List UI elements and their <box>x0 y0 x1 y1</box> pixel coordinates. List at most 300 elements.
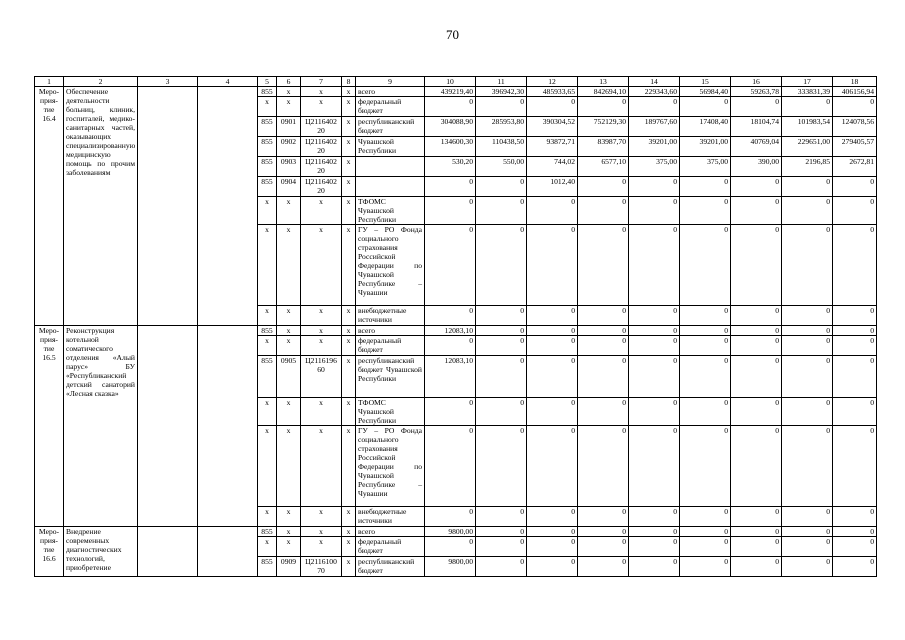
value-cell: 0 <box>578 225 629 306</box>
value-cell: 0 <box>782 356 833 398</box>
empty-column-4 <box>198 527 258 577</box>
measure-name: Обеспечение деятельности больниц, клиник, госпиталей, медико-санитарных частей, оказывающих специализированную медицинскую помощь по прочим заболеваниям <box>64 87 138 326</box>
value-cell: 0 <box>578 398 629 426</box>
section-code: 0901 <box>277 117 301 137</box>
value-cell: 9800,00 <box>425 557 476 577</box>
section-code: 0909 <box>277 557 301 577</box>
target-article: x <box>301 306 342 326</box>
admin-code: x <box>258 537 277 557</box>
value-cell: 0 <box>629 225 680 306</box>
value-cell: 396942,30 <box>476 87 527 97</box>
value-cell: 0 <box>425 537 476 557</box>
value-cell: 0 <box>680 537 731 557</box>
value-cell: 744,02 <box>527 157 578 177</box>
measure-label-line: прия- <box>40 335 58 344</box>
funding-source: Чувашской Республики <box>356 137 425 157</box>
value-cell: 0 <box>782 177 833 197</box>
value-cell: 110438,50 <box>476 137 527 157</box>
value-cell: 375,00 <box>629 157 680 177</box>
value-cell: 0 <box>629 336 680 356</box>
value-cell: 0 <box>782 306 833 326</box>
admin-code: x <box>258 306 277 326</box>
target-article: x <box>301 97 342 117</box>
funding-source: ГУ – РО Фонда социального страхования Российской Федерации по Чувашской Республике – Чувашии <box>356 426 425 507</box>
value-cell: 0 <box>476 225 527 306</box>
section-code: x <box>277 527 301 537</box>
expense-type: x <box>342 306 356 326</box>
measure-label-line: 16.5 <box>42 353 56 362</box>
value-cell: 0 <box>476 326 527 336</box>
expense-type: x <box>342 97 356 117</box>
value-cell: 0 <box>425 306 476 326</box>
column-number-14: 14 <box>629 77 680 87</box>
value-cell: 0 <box>578 527 629 537</box>
value-cell: 0 <box>629 306 680 326</box>
value-cell: 0 <box>731 97 782 117</box>
measure-name: Реконструкция котельной соматического отделения «Алый парус» БУ «Республиканский детский санаторий «Лесная сказка» <box>64 326 138 527</box>
value-cell: 39201,00 <box>629 137 680 157</box>
value-cell: 0 <box>425 398 476 426</box>
value-cell: 0 <box>731 326 782 336</box>
value-cell: 0 <box>527 97 578 117</box>
value-cell: 304088,90 <box>425 117 476 137</box>
value-cell: 375,00 <box>680 157 731 177</box>
value-cell: 0 <box>578 537 629 557</box>
section-code: x <box>277 326 301 336</box>
funding-source: всего <box>356 527 425 537</box>
value-cell: 0 <box>833 557 877 577</box>
section-code: x <box>277 197 301 225</box>
expense-type: x <box>342 336 356 356</box>
value-cell: 0 <box>833 177 877 197</box>
value-cell: 0 <box>629 197 680 225</box>
value-cell: 0 <box>476 336 527 356</box>
column-number-3: 3 <box>138 77 198 87</box>
expense-type: x <box>342 557 356 577</box>
expense-type: x <box>342 225 356 306</box>
measure-label-line: Меро- <box>38 326 60 335</box>
value-cell: 0 <box>425 336 476 356</box>
funding-source: всего <box>356 87 425 97</box>
funding-source: внебюджетные источники <box>356 507 425 527</box>
expense-type: x <box>342 537 356 557</box>
value-cell: 0 <box>680 225 731 306</box>
expense-type: x <box>342 117 356 137</box>
measure-label <box>35 87 64 326</box>
column-number-6: 6 <box>277 77 301 87</box>
value-cell: 0 <box>629 537 680 557</box>
value-cell: 0 <box>578 97 629 117</box>
value-cell: 124078,56 <box>833 117 877 137</box>
target-article: x <box>301 336 342 356</box>
column-number-1: 1 <box>35 77 64 87</box>
value-cell: 0 <box>527 336 578 356</box>
value-cell: 0 <box>527 225 578 306</box>
section-code: x <box>277 537 301 557</box>
value-cell: 530,20 <box>425 157 476 177</box>
target-article: x <box>301 326 342 336</box>
value-cell: 83987,70 <box>578 137 629 157</box>
column-number-18: 18 <box>833 77 877 87</box>
value-cell: 0 <box>425 97 476 117</box>
value-cell: 0 <box>476 507 527 527</box>
measure-label-line: прия- <box>40 96 58 105</box>
value-cell: 0 <box>833 426 877 507</box>
value-cell: 229343,60 <box>629 87 680 97</box>
empty-column-3 <box>138 527 198 577</box>
target-article: x <box>301 87 342 97</box>
funding-source: ГУ – РО Фонда социального страхования Российской Федерации по Чувашской Республике – Чувашии <box>356 225 425 306</box>
value-cell: 0 <box>782 527 833 537</box>
value-cell: 0 <box>782 336 833 356</box>
value-cell: 0 <box>731 537 782 557</box>
admin-code: 855 <box>258 117 277 137</box>
column-number-11: 11 <box>476 77 527 87</box>
measure-label-line: прия- <box>40 536 58 545</box>
value-cell: 0 <box>680 326 731 336</box>
value-cell: 0 <box>425 225 476 306</box>
column-number-7: 7 <box>301 77 342 87</box>
target-article: Ц2116196 60 <box>301 356 342 398</box>
value-cell: 39201,00 <box>680 137 731 157</box>
column-number-2: 2 <box>64 77 138 87</box>
expense-type: x <box>342 527 356 537</box>
measure-name: Внедрение современных диагностических технологий, приобретение <box>64 527 138 577</box>
value-cell: 0 <box>782 326 833 336</box>
value-cell: 0 <box>527 537 578 557</box>
value-cell: 0 <box>833 97 877 117</box>
column-number-9: 9 <box>356 77 425 87</box>
section-code: x <box>277 336 301 356</box>
target-article: Ц2116402 20 <box>301 137 342 157</box>
funding-source: республиканский бюджет <box>356 557 425 577</box>
value-cell: 406156,94 <box>833 87 877 97</box>
value-cell: 0 <box>782 398 833 426</box>
value-cell: 0 <box>629 177 680 197</box>
value-cell: 0 <box>578 336 629 356</box>
value-cell: 0 <box>425 197 476 225</box>
value-cell: 0 <box>731 557 782 577</box>
column-number-5: 5 <box>258 77 277 87</box>
value-cell: 0 <box>833 356 877 398</box>
value-cell: 0 <box>476 197 527 225</box>
column-number-17: 17 <box>782 77 833 87</box>
measure-label-line: 16.4 <box>42 114 56 123</box>
value-cell: 0 <box>833 398 877 426</box>
value-cell: 0 <box>476 398 527 426</box>
value-cell: 0 <box>833 197 877 225</box>
expense-type: x <box>342 177 356 197</box>
value-cell: 12083,10 <box>425 356 476 398</box>
funding-source: республиканский бюджет <box>356 117 425 137</box>
admin-code: 855 <box>258 326 277 336</box>
value-cell: 56984,40 <box>680 87 731 97</box>
value-cell: 0 <box>731 225 782 306</box>
section-code: x <box>277 306 301 326</box>
value-cell: 0 <box>476 356 527 398</box>
column-number-12: 12 <box>527 77 578 87</box>
value-cell: 0 <box>629 398 680 426</box>
value-cell: 0 <box>476 537 527 557</box>
funding-source: внебюджетные источники <box>356 306 425 326</box>
target-article: Ц2116100 70 <box>301 557 342 577</box>
measure-label <box>35 527 64 577</box>
column-number-4: 4 <box>198 77 258 87</box>
value-cell: 0 <box>731 336 782 356</box>
table-row <box>35 527 877 537</box>
value-cell: 550,00 <box>476 157 527 177</box>
value-cell: 0 <box>680 398 731 426</box>
section-code: 0905 <box>277 356 301 398</box>
admin-code: x <box>258 197 277 225</box>
admin-code: 855 <box>258 527 277 537</box>
value-cell: 333831,39 <box>782 87 833 97</box>
value-cell: 0 <box>578 356 629 398</box>
measure-label-line: Меро- <box>38 87 60 96</box>
expense-type: x <box>342 326 356 336</box>
value-cell: 0 <box>680 356 731 398</box>
value-cell: 0 <box>476 426 527 507</box>
expense-type: x <box>342 157 356 177</box>
value-cell: 0 <box>680 527 731 537</box>
page-number: 70 <box>446 27 459 42</box>
value-cell: 0 <box>782 537 833 557</box>
measure-label-line: тие <box>43 545 55 554</box>
value-cell: 40769,04 <box>731 137 782 157</box>
value-cell: 0 <box>731 426 782 507</box>
value-cell: 0 <box>833 537 877 557</box>
measure-label <box>35 326 64 527</box>
value-cell: 0 <box>476 557 527 577</box>
column-number-8: 8 <box>342 77 356 87</box>
value-cell: 0 <box>527 507 578 527</box>
target-article: Ц2116402 20 <box>301 177 342 197</box>
value-cell: 390,00 <box>731 157 782 177</box>
expense-type: x <box>342 87 356 97</box>
value-cell: 0 <box>578 507 629 527</box>
section-code: x <box>277 225 301 306</box>
expense-type: x <box>342 398 356 426</box>
section-code: x <box>277 426 301 507</box>
value-cell: 0 <box>476 97 527 117</box>
value-cell: 279405,57 <box>833 137 877 157</box>
value-cell: 0 <box>680 507 731 527</box>
empty-column-4 <box>198 87 258 326</box>
value-cell: 0 <box>629 507 680 527</box>
section-code: 0904 <box>277 177 301 197</box>
value-cell: 0 <box>629 356 680 398</box>
value-cell: 93872,71 <box>527 137 578 157</box>
value-cell: 0 <box>782 507 833 527</box>
section-code: 0902 <box>277 137 301 157</box>
value-cell: 485933,65 <box>527 87 578 97</box>
measure-label-line: Меро- <box>38 527 60 536</box>
expense-type: x <box>342 197 356 225</box>
table-row <box>35 326 877 336</box>
target-article: x <box>301 537 342 557</box>
column-number-10: 10 <box>425 77 476 87</box>
value-cell: 0 <box>782 225 833 306</box>
value-cell: 0 <box>578 177 629 197</box>
value-cell: 0 <box>680 197 731 225</box>
target-article: x <box>301 527 342 537</box>
empty-column-3 <box>138 326 198 527</box>
admin-code: x <box>258 97 277 117</box>
value-cell: 0 <box>578 557 629 577</box>
value-cell: 134600,30 <box>425 137 476 157</box>
column-number-13: 13 <box>578 77 629 87</box>
empty-column-4 <box>198 326 258 527</box>
value-cell: 0 <box>527 398 578 426</box>
value-cell: 0 <box>425 426 476 507</box>
value-cell: 0 <box>782 426 833 507</box>
value-cell: 0 <box>731 197 782 225</box>
target-article: x <box>301 398 342 426</box>
value-cell: 0 <box>578 326 629 336</box>
value-cell: 0 <box>731 306 782 326</box>
value-cell: 9800,00 <box>425 527 476 537</box>
admin-code: x <box>258 336 277 356</box>
value-cell: 0 <box>527 197 578 225</box>
value-cell: 6577,10 <box>578 157 629 177</box>
value-cell: 0 <box>629 557 680 577</box>
value-cell: 101983,54 <box>782 117 833 137</box>
section-code: 0903 <box>277 157 301 177</box>
measure-label-line: тие <box>43 105 55 114</box>
funding-source: федеральный бюджет <box>356 537 425 557</box>
value-cell: 0 <box>680 97 731 117</box>
value-cell: 0 <box>680 306 731 326</box>
value-cell: 842694,10 <box>578 87 629 97</box>
value-cell: 0 <box>578 197 629 225</box>
header-row <box>35 77 877 87</box>
value-cell: 0 <box>629 326 680 336</box>
value-cell: 0 <box>680 557 731 577</box>
target-article: x <box>301 426 342 507</box>
value-cell: 0 <box>527 426 578 507</box>
value-cell: 0 <box>833 336 877 356</box>
measure-label-line: 16.6 <box>42 554 56 563</box>
target-article: x <box>301 197 342 225</box>
value-cell: 0 <box>527 557 578 577</box>
value-cell: 0 <box>629 426 680 507</box>
value-cell: 0 <box>476 527 527 537</box>
target-article: Ц2116402 20 <box>301 117 342 137</box>
value-cell: 0 <box>629 97 680 117</box>
value-cell: 0 <box>731 527 782 537</box>
value-cell: 0 <box>680 177 731 197</box>
value-cell: 390304,52 <box>527 117 578 137</box>
value-cell: 0 <box>680 426 731 507</box>
budget-table <box>34 76 877 577</box>
section-code: x <box>277 507 301 527</box>
funding-source <box>356 157 425 177</box>
value-cell: 0 <box>731 398 782 426</box>
value-cell: 0 <box>731 356 782 398</box>
admin-code: x <box>258 398 277 426</box>
value-cell: 0 <box>527 326 578 336</box>
value-cell: 0 <box>782 97 833 117</box>
funding-source: ТФОМС Чувашской Республики <box>356 197 425 225</box>
value-cell: 0 <box>833 507 877 527</box>
expense-type: x <box>342 137 356 157</box>
funding-source: ТФОМС Чувашской Республики <box>356 398 425 426</box>
value-cell: 285953,80 <box>476 117 527 137</box>
funding-source: федеральный бюджет <box>356 336 425 356</box>
value-cell: 439219,40 <box>425 87 476 97</box>
admin-code: x <box>258 507 277 527</box>
value-cell: 0 <box>833 306 877 326</box>
value-cell: 12083,10 <box>425 326 476 336</box>
value-cell: 0 <box>476 306 527 326</box>
measure-label-line: тие <box>43 344 55 353</box>
value-cell: 229651,00 <box>782 137 833 157</box>
admin-code: 855 <box>258 157 277 177</box>
section-code: x <box>277 97 301 117</box>
value-cell: 0 <box>527 356 578 398</box>
value-cell: 0 <box>527 306 578 326</box>
value-cell: 0 <box>629 527 680 537</box>
value-cell: 752129,30 <box>578 117 629 137</box>
expense-type: x <box>342 507 356 527</box>
value-cell: 1012,40 <box>527 177 578 197</box>
value-cell: 0 <box>782 197 833 225</box>
value-cell: 0 <box>833 326 877 336</box>
value-cell: 2196,85 <box>782 157 833 177</box>
expense-type: x <box>342 356 356 398</box>
section-code: x <box>277 398 301 426</box>
admin-code: x <box>258 426 277 507</box>
value-cell: 18104,74 <box>731 117 782 137</box>
value-cell: 0 <box>833 225 877 306</box>
funding-source: всего <box>356 326 425 336</box>
value-cell: 0 <box>782 557 833 577</box>
section-code: x <box>277 87 301 97</box>
value-cell: 0 <box>527 527 578 537</box>
admin-code: 855 <box>258 87 277 97</box>
value-cell: 0 <box>833 527 877 537</box>
value-cell: 189767,60 <box>629 117 680 137</box>
table-row <box>35 87 877 97</box>
column-number-16: 16 <box>731 77 782 87</box>
empty-column-3 <box>138 87 198 326</box>
value-cell: 59263,78 <box>731 87 782 97</box>
admin-code: 855 <box>258 356 277 398</box>
expense-type: x <box>342 426 356 507</box>
value-cell: 0 <box>680 336 731 356</box>
value-cell: 0 <box>731 507 782 527</box>
funding-source <box>356 177 425 197</box>
value-cell: 0 <box>578 306 629 326</box>
column-number-15: 15 <box>680 77 731 87</box>
admin-code: x <box>258 225 277 306</box>
funding-source: федеральный бюджет <box>356 97 425 117</box>
value-cell: 0 <box>578 426 629 507</box>
funding-source: республиканский бюджет Чувашской Республики <box>356 356 425 398</box>
value-cell: 0 <box>425 177 476 197</box>
value-cell: 0 <box>476 177 527 197</box>
admin-code: 855 <box>258 557 277 577</box>
value-cell: 0 <box>731 177 782 197</box>
target-article: x <box>301 225 342 306</box>
value-cell: 0 <box>425 507 476 527</box>
value-cell: 17408,40 <box>680 117 731 137</box>
target-article: x <box>301 507 342 527</box>
admin-code: 855 <box>258 177 277 197</box>
admin-code: 855 <box>258 137 277 157</box>
target-article: Ц2116402 20 <box>301 157 342 177</box>
value-cell: 2672,81 <box>833 157 877 177</box>
